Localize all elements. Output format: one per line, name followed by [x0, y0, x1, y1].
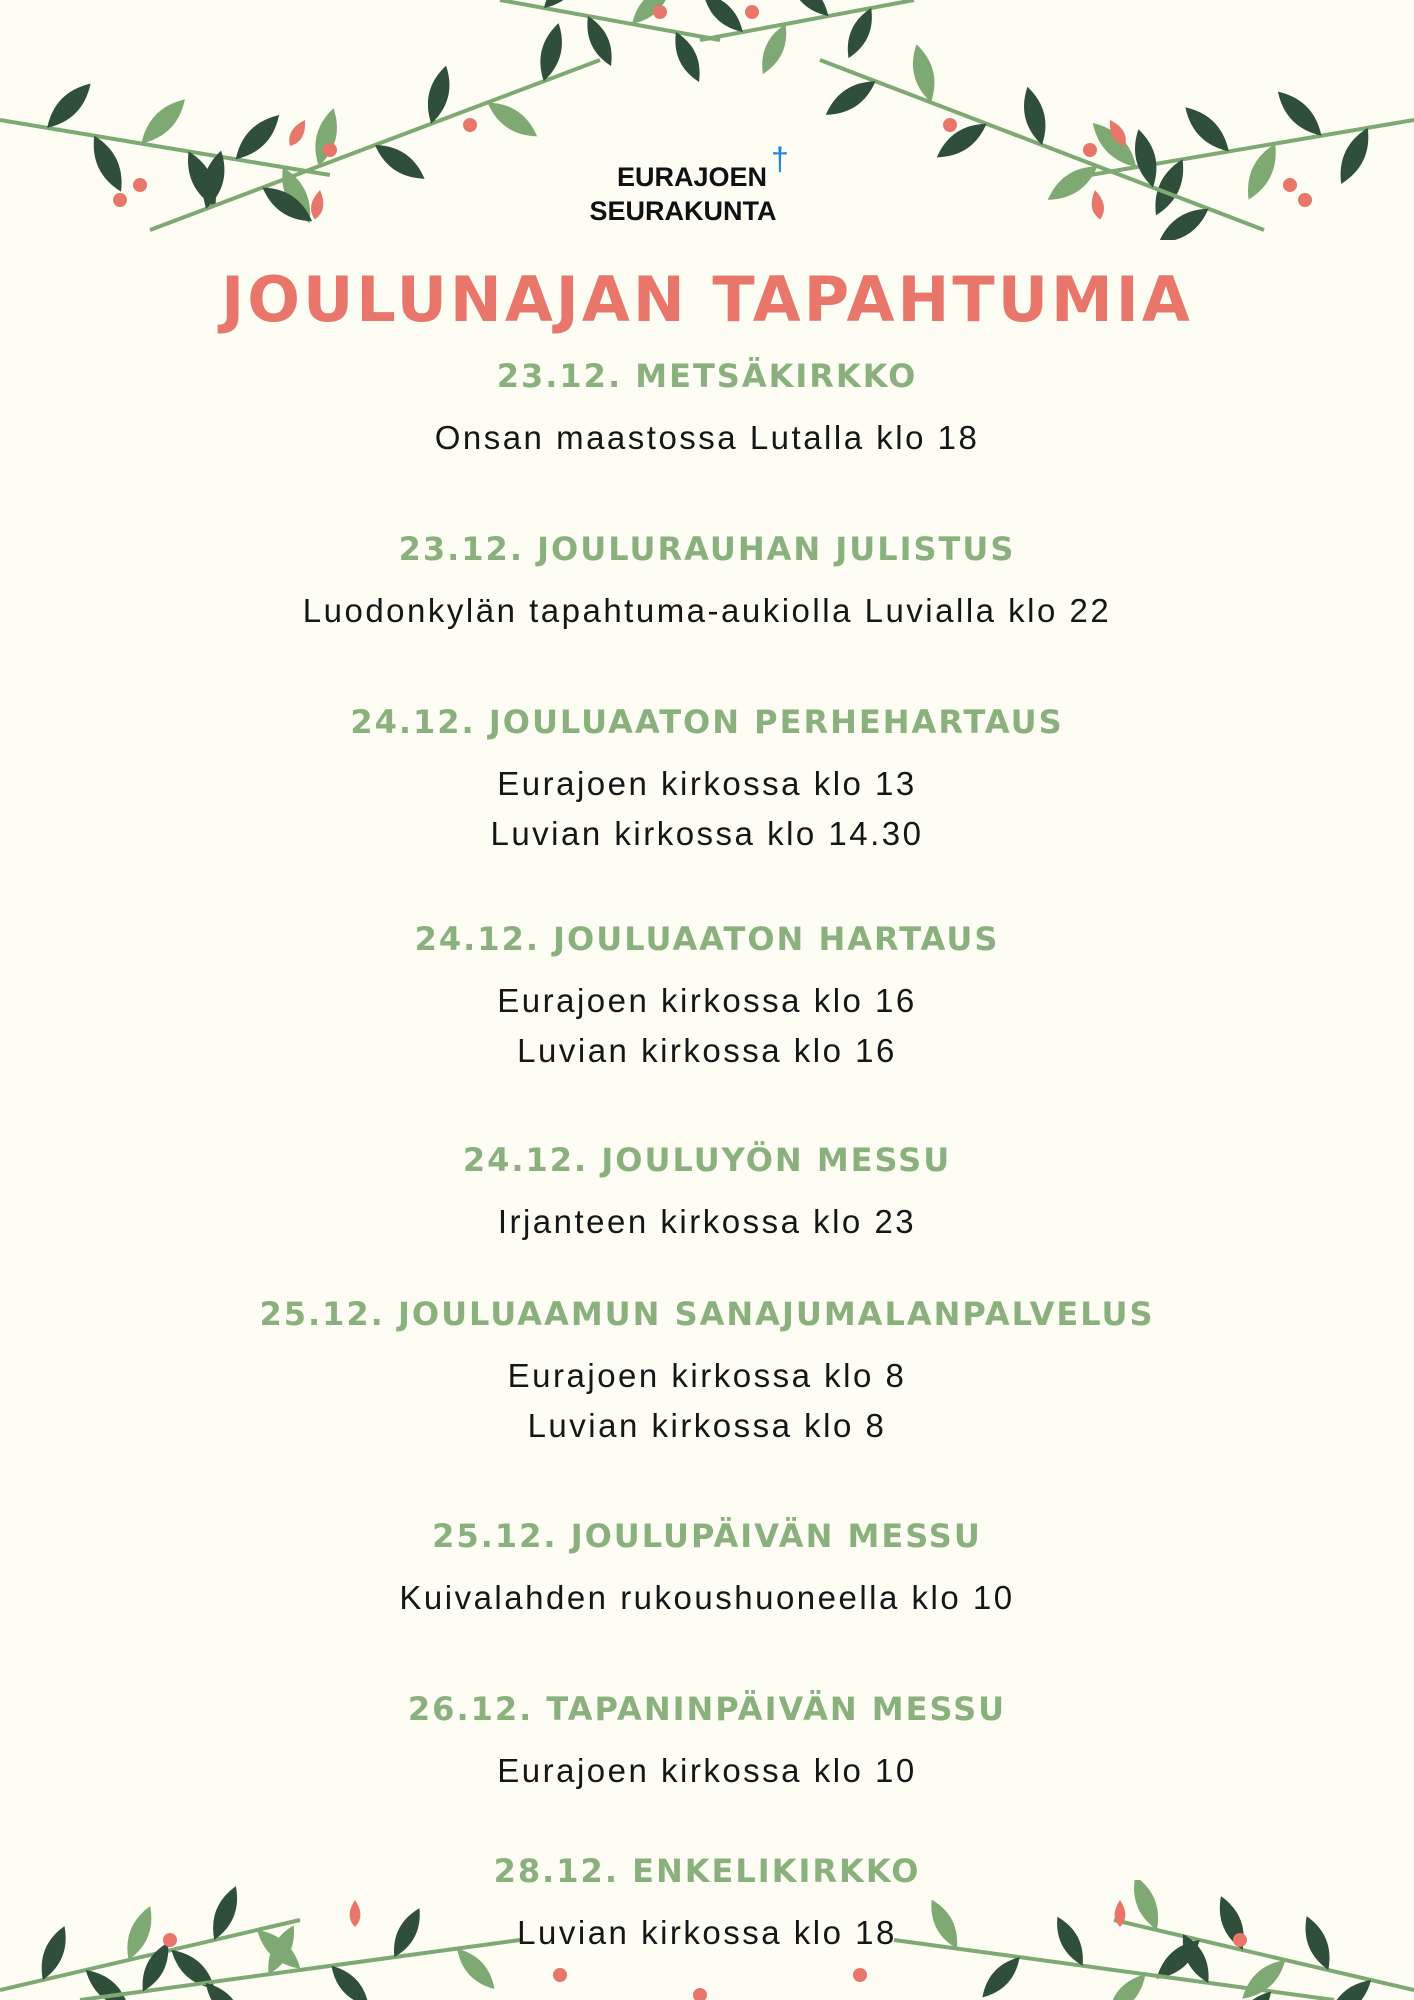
- leaf-shape: [907, 42, 940, 105]
- berry-shape: [323, 143, 337, 157]
- leaf-shape: [820, 73, 880, 123]
- event-title: 23.12. METSÄKIRKKO: [496, 357, 918, 395]
- leaf-shape: [1227, 1985, 1277, 2000]
- cross-icon: †: [771, 141, 789, 177]
- leaf-shape: [668, 28, 707, 85]
- leaf-shape: [1018, 84, 1051, 147]
- event-detail: Luvian kirkossa klo 18: [517, 1914, 897, 1951]
- event-detail: Luvian kirkossa klo 14.30: [490, 815, 924, 852]
- logo-line-2: SEURAKUNTA: [589, 196, 777, 226]
- event-title: 25.12. JOULUAAMUN SANAJUMALANPALVELUS: [259, 1295, 1155, 1333]
- leaf-shape: [931, 116, 991, 166]
- event-item: [0, 1516, 1414, 1623]
- leaf-shape: [134, 92, 192, 150]
- berry-shape: [653, 5, 667, 19]
- leaf-shape: [80, 1963, 136, 2000]
- event-item: [0, 1851, 1414, 1958]
- event-detail: Onsan maastossa Lutalla klo 18: [434, 419, 980, 456]
- leaf-shape: [1236, 1953, 1292, 2000]
- event-item: [0, 529, 1414, 636]
- berry-shape: [463, 118, 477, 132]
- event-title: 24.12. JOULUAATON PERHEHARTAUS: [350, 703, 1064, 741]
- event-item: [0, 1294, 1414, 1451]
- event-title: 23.12. JOULURAUHAN JULISTUS: [398, 530, 1016, 568]
- event-detail: Luodonkylän tapahtuma-aukiolla Luvialla klo 22: [302, 592, 1112, 629]
- leaf-shape: [626, 0, 677, 30]
- event-title: 24.12. JOULUYÖN MESSU: [462, 1141, 952, 1179]
- event-detail: Eurajoen kirkossa klo 8: [507, 1357, 907, 1394]
- leaf-shape: [580, 12, 619, 69]
- leaf-shape: [538, 0, 589, 14]
- berry-shape: [693, 1988, 707, 2000]
- event-title: 25.12. JOULUPÄIVÄN MESSU: [432, 1517, 982, 1555]
- leaf-shape: [840, 4, 879, 61]
- event-title: 28.12. ENKELIKIRKKO: [493, 1852, 921, 1890]
- event-item: [0, 919, 1414, 1076]
- event-item: [0, 1140, 1414, 1247]
- event-detail: Luvian kirkossa klo 8: [527, 1407, 887, 1444]
- page-title: JOULUNAJAN TAPAHTUMIA: [221, 263, 1193, 336]
- logo-text-eurajoen: EURAJOEN: [616, 162, 768, 192]
- event-detail: Eurajoen kirkossa klo 16: [497, 982, 917, 1019]
- leaf-shape: [40, 77, 98, 135]
- stem-line: [500, 0, 720, 40]
- event-item: [0, 702, 1414, 859]
- berry-shape: [745, 5, 759, 19]
- event-detail: Eurajoen kirkossa klo 10: [497, 1752, 917, 1789]
- event-detail: Kuivalahden rukoushuoneella klo 10: [399, 1579, 1015, 1616]
- berry-shape: [553, 1968, 567, 1982]
- event-item: [0, 356, 1414, 463]
- leaf-shape: [1322, 1973, 1378, 2000]
- parish-logo: [0, 141, 1414, 228]
- event-detail: Luvian kirkossa klo 16: [517, 1032, 897, 1069]
- leaf-shape: [783, 0, 835, 22]
- leaf-shape: [1102, 1968, 1152, 2000]
- drop-shape: [1105, 117, 1130, 149]
- event-title: 26.12. TAPANINPÄIVÄN MESSU: [407, 1690, 1007, 1728]
- event-title: 24.12. JOULUAATON HARTAUS: [414, 920, 1000, 958]
- berry-shape: [1083, 143, 1097, 157]
- event-detail: Eurajoen kirkossa klo 13: [497, 765, 917, 802]
- logo-line-1: [0, 141, 1414, 194]
- leaf-shape: [325, 1960, 375, 2000]
- leaf-shape: [229, 108, 287, 166]
- leaf-shape: [1271, 85, 1329, 143]
- event-item: [0, 1689, 1414, 1796]
- leaf-shape: [697, 0, 749, 38]
- berry-shape: [853, 1968, 867, 1982]
- leaf-shape: [482, 95, 542, 145]
- leaf-shape: [1178, 100, 1236, 158]
- stem-line: [700, 0, 914, 40]
- leaf-shape: [755, 20, 794, 77]
- leaf-shape: [422, 63, 455, 126]
- berry-shape: [943, 118, 957, 132]
- leaf-shape: [976, 1951, 1026, 2000]
- event-detail: Irjanteen kirkossa klo 23: [497, 1203, 917, 1240]
- drop-shape: [285, 117, 310, 149]
- leaf-shape: [199, 1977, 249, 2000]
- leaf-shape: [534, 21, 567, 84]
